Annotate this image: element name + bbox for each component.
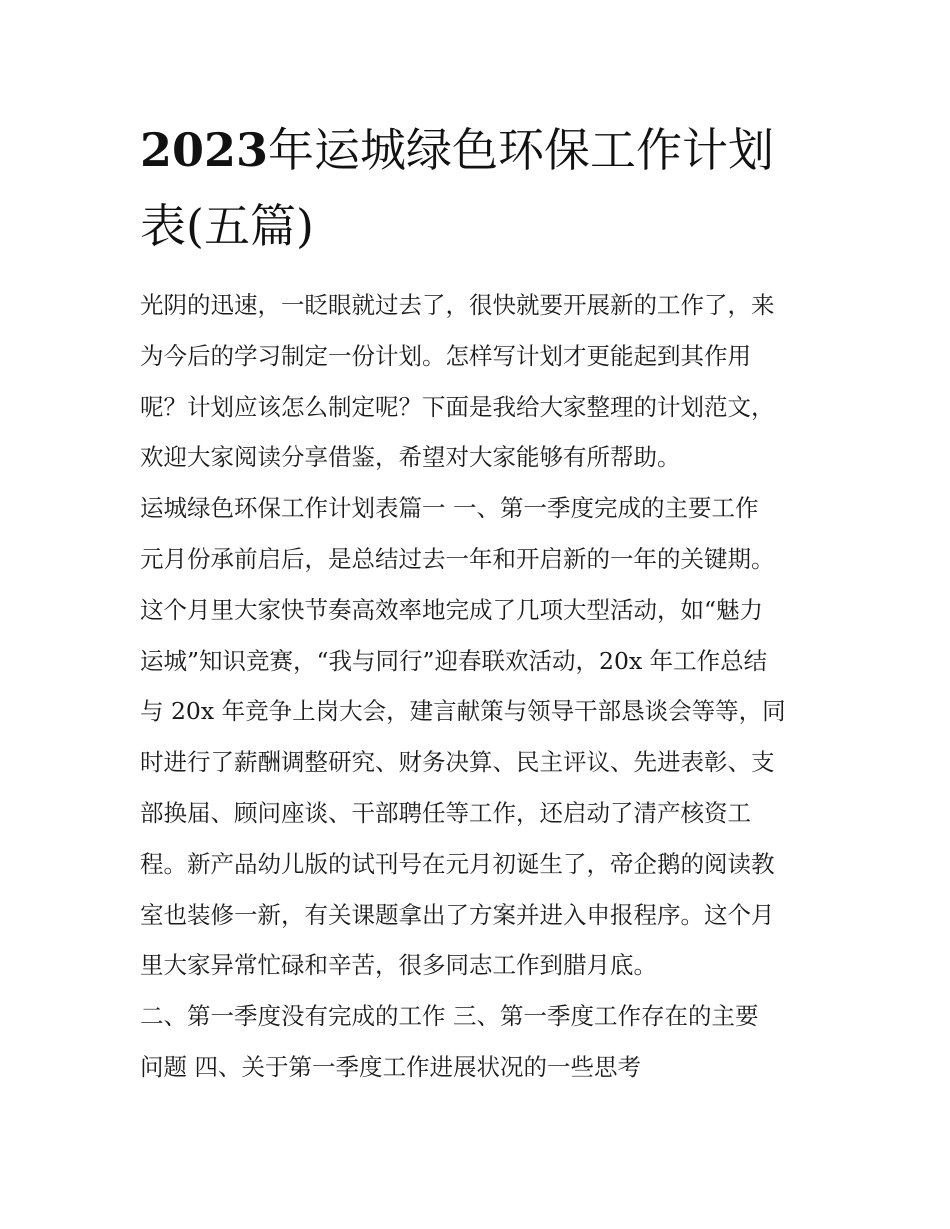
title-year: 2023 — [140, 123, 269, 177]
body-line: 时进行了薪酬调整研究、财务决算、民主评议、先进表彰、支 — [140, 748, 775, 777]
body-line: 问题 四、关于第一季度工作进展状况的一些思考 — [140, 1052, 641, 1081]
body-line: 呢？计划应该怎么制定呢？下面是我给大家整理的计划范文， — [140, 392, 775, 421]
body-line: 欢迎大家阅读分享借鉴，希望对大家能够有所帮助。 — [140, 443, 681, 472]
body-line: 这个月里大家快节奏高效率地完成了几项大型活动，如“魅力 — [140, 595, 764, 624]
document-title — [140, 112, 820, 264]
body-line: 室也装修一新，有关课题拿出了方案并进入申报程序。这个月 — [140, 900, 775, 929]
body-line: 运城绿色环保工作计划表篇一 一、第一季度完成的主要工作 — [140, 494, 759, 523]
body-line: 元月份承前启后，是总结过去一年和开启新的一年的关键期。 — [140, 544, 775, 573]
document-body — [140, 280, 820, 1093]
body-line: 运城”知识竞赛，“我与同行”迎春联欢活动，20x 年工作总结 — [140, 646, 768, 675]
body-line: 二、第一季度没有完成的工作 三、第一季度工作存在的主要 — [140, 1002, 759, 1031]
body-line: 与 20x 年竞争上岗大会，建言献策与领导干部恳谈会等等，同 — [140, 697, 786, 726]
title-line2: 表(五篇) — [140, 199, 314, 253]
body-line: 光阴的迅速，一眨眼就过去了，很快就要开展新的工作了，来 — [140, 291, 775, 319]
body-line: 程。新产品幼儿版的试刊号在元月初诞生了，帝企鹅的阅读教 — [140, 849, 775, 878]
body-line: 里大家异常忙碌和辛苦，很多同志工作到腊月底。 — [140, 951, 657, 980]
body-line: 为今后的学习制定一份计划。怎样写计划才更能起到其作用 — [140, 341, 751, 370]
title-line1-rest: 年运城绿色环保工作计划 — [268, 123, 775, 177]
body-line: 部换届、顾问座谈、干部聘任等工作，还启动了清产核资工 — [140, 798, 751, 827]
